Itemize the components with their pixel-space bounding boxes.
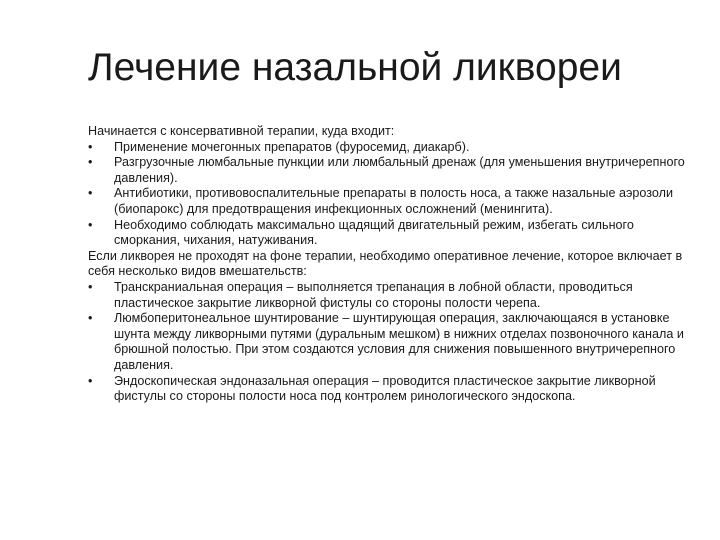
list-item (88, 374, 696, 405)
list-item-text: Необходимо соблюдать максимально щадящий двигательный режим, избегать сильного сморкания, чихания, натуживания. (114, 217, 634, 248)
section-intro-conservative: Начинается с консервативной терапии, куда входит: (88, 124, 395, 138)
bullet-icon: • (88, 217, 93, 232)
list-item (88, 140, 696, 156)
list-item-text: Разгрузочные люмбальные пункции или люмбальный дренаж (для уменьшения внутричерепного давления). (114, 155, 685, 185)
list-item-text: Транскраниальная операция – выполняется трепанация в лобной области, проводиться пластическое закрытие ликворной фистулы со стороны полости черепа. (114, 279, 633, 310)
slide-body (88, 124, 696, 405)
conservative-treatment-list (88, 140, 696, 249)
bullet-icon: • (88, 311, 93, 326)
bullet-icon: • (88, 279, 93, 294)
bullet-icon: • (88, 373, 93, 388)
section-intro-surgical: Если ликворея не проходят на фоне терапии, необходимо оперативное лечение, которое включает в себя несколько видов вмешательств: (88, 248, 683, 279)
list-item (88, 186, 696, 217)
list-item-text: Применение мочегонных препаратов (фуросемид, диакарб). (114, 139, 470, 154)
list-item (88, 218, 696, 249)
list-item (88, 155, 696, 186)
list-item-text: Люмбоперитонеальное шунтирование – шунтирующая операция, заключающаяся в установке шунта между ликворными путями (дуральным мешком) в нижних отделах позвоночного канала и брюшной полостью. При этом создаются условия для снижения повышенного внутричерепного давления. (114, 311, 684, 372)
list-item (88, 311, 696, 373)
list-item-text: Эндоскопическая эндоназальная операция – проводится пластическое закрытие ликворной фистулы со стороны полости носа под контролем ринологического эндоскопа. (114, 373, 656, 404)
surgical-treatment-list (88, 280, 696, 405)
list-item-text: Антибиотики, противовоспалительные препараты в полость носа, а также назальные аэрозоли (биопарокс) для предотвращения инфекционных осложнений (менингита). (114, 186, 674, 216)
slide-title: Лечение назальной ликвореи (88, 46, 622, 89)
bullet-icon: • (88, 139, 93, 154)
bullet-icon: • (88, 186, 93, 201)
list-item (88, 280, 696, 311)
bullet-icon: • (88, 155, 93, 170)
